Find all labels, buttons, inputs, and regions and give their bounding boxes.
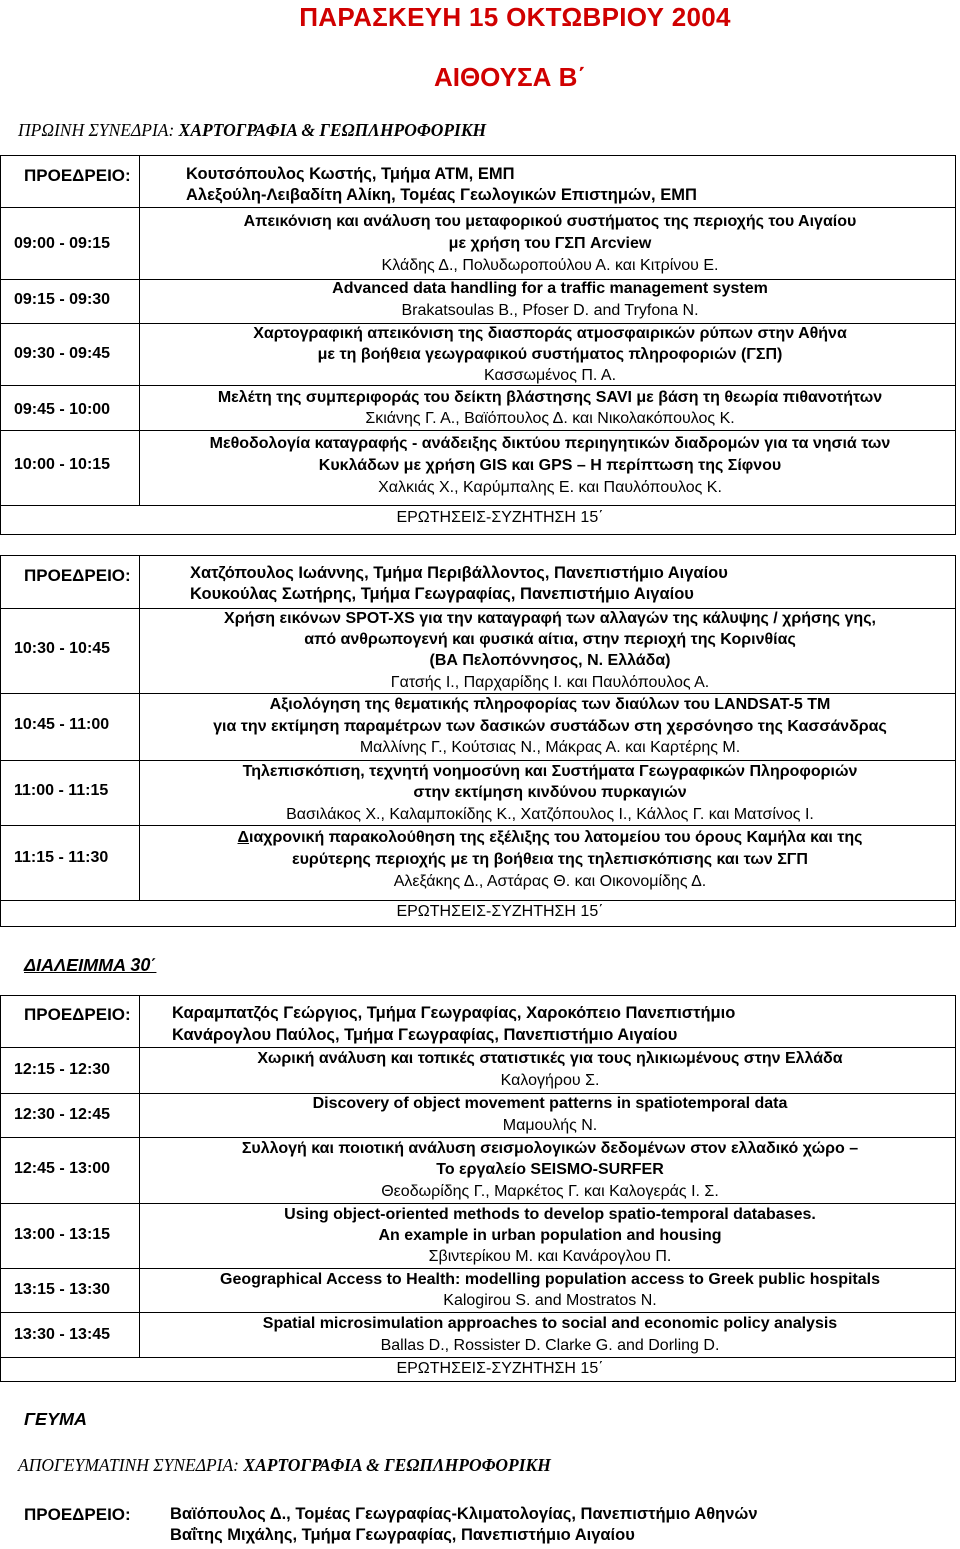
talk-time: 10:45 - 11:00 <box>14 716 110 733</box>
talk-authors: Καλογήρου Σ. <box>500 1072 600 1089</box>
row-divider <box>0 323 956 324</box>
talk-title: Μελέτη της συμπεριφοράς του δείκτη βλάστησης SAVI με βάση τη θεωρία πιθανοτήτων <box>217 389 883 406</box>
talk-title <box>140 829 960 847</box>
talk-title: Το εργαλείο SEISMO-SURFER <box>436 1161 664 1178</box>
page-date-title: ΠΑΡΑΣΚΕΥΗ 15 ΟΚΤΩΒΡΙΟΥ 2004 <box>299 2 731 32</box>
talk-title-rest: ιαχρονική παρακολούθηση της εξέλιξης του λατομείου του όρους Καμήλα και της <box>249 829 863 846</box>
talk-title: Advanced data handling for a traffic management system <box>332 280 768 297</box>
talk-time: 12:15 - 12:30 <box>14 1061 111 1078</box>
talk-time: 10:30 - 10:45 <box>14 640 111 657</box>
talk-time: 13:00 - 13:15 <box>14 1226 111 1243</box>
talk-title: ευρύτερης περιοχής με τη βοήθεια της τηλεπισκόπισης και των ΣΓΠ <box>292 851 808 868</box>
talk-title: Using object-oriented methods to develop spatio-temporal databases. <box>284 1206 816 1223</box>
talk-time: 09:30 - 09:45 <box>14 345 111 362</box>
afternoon-session-heading <box>18 1455 551 1476</box>
talk-authors: Κασσωμένος Π. Α. <box>483 367 617 384</box>
talk-title: Discovery of object movement patterns in spatiotemporal data <box>312 1095 788 1112</box>
talk-time: 11:00 - 11:15 <box>14 782 109 799</box>
talk-title: Συλλογή και ποιοτική ανάλυση σεισμολογικών δεδομένων στον ελλαδικό χώρο – <box>241 1140 859 1157</box>
talk-time: 09:00 - 09:15 <box>14 235 111 252</box>
chair-person: Κουτσόπουλος Κωστής, Τμήμα ΑΤΜ, ΕΜΠ <box>186 165 515 183</box>
chair-person: Βαΐτης Μιχάλης, Τμήμα Γεωγραφίας, Πανεπιστήμιο Αιγαίου <box>170 1526 635 1544</box>
talk-authors: Σκιάνης Γ. Α., Βαϊόπουλος Δ. και Νικολακόπουλος Κ. <box>365 410 735 427</box>
talk-title: με χρήση του ΓΣΠ Arcview <box>448 235 652 252</box>
talk-time: 12:30 - 12:45 <box>14 1106 111 1123</box>
talk-time: 11:15 - 11:30 <box>14 849 109 866</box>
talk-title: από ανθρωπογενή και φυσικά αίτια, στην περιοχή της Κορινθίας <box>304 631 796 648</box>
chair-label: ΠΡΟΕΔΡΕΙΟ: <box>24 1005 131 1024</box>
talk-title: Geographical Access to Health: modelling population access to Greek public hospitals <box>220 1271 880 1288</box>
chair-person: Καραμπατζός Γεώργιος, Τμήμα Γεωγραφίας, Χαροκόπειο Πανεπιστήμιο <box>172 1004 736 1022</box>
row-divider <box>0 505 956 506</box>
row-divider <box>0 207 139 208</box>
row-divider <box>0 760 956 761</box>
chair-label: ΠΡΟΕΔΡΕΙΟ: <box>24 1505 131 1524</box>
row-divider <box>0 900 956 901</box>
talk-time: 09:15 - 09:30 <box>14 291 111 308</box>
lunch-label: ΓΕΥΜΑ <box>24 1409 87 1429</box>
talk-authors: Θεοδωρίδης Γ., Μαρκέτος Γ. και Καλογεράς Ι. Σ. <box>381 1183 719 1200</box>
talk-time: 13:15 - 13:30 <box>14 1281 111 1298</box>
talk-title: με τη βοήθεια γεωγραφικού συστήματος πληροφοριών (ΓΣΠ) <box>317 346 783 363</box>
talk-authors: Κλάδης Δ., Πολυδωροπούλου Α. και Κιτρίνου Ε. <box>381 257 719 274</box>
talk-title: στην εκτίμηση κινδύνου πυρκαγιών <box>413 784 687 801</box>
talk-title: Χρήση εικόνων SPOT-XS για την καταγραφή των αλλαγών της κάλυψης / χρήσης γης, <box>224 610 876 627</box>
talk-title: Χωρική ανάλυση και τοπικές στατιστικές για τους ηλικιωμένους στην Ελλάδα <box>257 1050 843 1067</box>
row-divider <box>0 1357 956 1358</box>
talk-time: 12:45 - 13:00 <box>14 1160 111 1177</box>
row-divider <box>0 385 956 386</box>
row-divider <box>0 1137 956 1138</box>
discussion-label: ΕΡΩΤΗΣΕΙΣ-ΣΥΖΗΤΗΣΗ 15΄ <box>396 1360 604 1377</box>
morning-session-heading <box>18 120 486 141</box>
talk-authors: Kalogirou S. and Mostratos N. <box>443 1292 657 1309</box>
talk-time: 10:00 - 10:15 <box>14 456 111 473</box>
talk-authors: Γατσής Ι., Παρχαρίδης Ι. και Παυλόπουλος Α. <box>390 674 710 691</box>
talk-authors: Brakatsoulas B., Pfoser D. and Tryfona N. <box>401 302 699 319</box>
talk-time: 09:45 - 10:00 <box>14 401 111 418</box>
talk-time: 13:30 - 13:45 <box>14 1326 111 1343</box>
row-divider <box>0 608 956 609</box>
row-divider <box>0 1203 956 1204</box>
row-divider <box>0 1093 956 1094</box>
talk-title: Μεθοδολογία καταγραφής - ανάδειξης δικτύου περιηγητικών διαδρομών για τα νησιά των <box>209 435 891 452</box>
discussion-label: ΕΡΩΤΗΣΕΙΣ-ΣΥΖΗΤΗΣΗ 15΄ <box>396 509 604 526</box>
chair-person: Κανάρογλου Παύλος, Τμήμα Γεωγραφίας, Πανεπιστήμιο Αιγαίου <box>172 1026 678 1044</box>
row-divider <box>0 1047 956 1048</box>
row-divider <box>0 1268 956 1269</box>
talk-authors: Μαμουλής Ν. <box>502 1117 598 1134</box>
talk-authors: Αλεξάκης Δ., Αστάρας Θ. και Οικονομίδης Δ. <box>393 873 707 890</box>
session-topic: ΧΑΡΤΟΓΡΑΦΙΑ & ΓΕΩΠΛΗΡΟΦΟΡΙΚΗ <box>178 120 487 140</box>
hall-title: ΑΙΘΟΥΣΑ Β΄ <box>433 62 587 92</box>
row-divider <box>0 693 956 694</box>
row-divider <box>139 207 956 208</box>
talk-authors: Χαλκιάς Χ., Καρύμπαλης Ε. και Παυλόπουλος Κ. <box>378 479 722 496</box>
row-divider <box>0 430 956 431</box>
chair-person: Βαϊόπουλος Δ., Τομέας Γεωγραφίας-Κλιματολογίας, Πανεπιστήμιο Αθηνών <box>170 1505 758 1523</box>
discussion-label: ΕΡΩΤΗΣΕΙΣ-ΣΥΖΗΤΗΣΗ 15΄ <box>396 903 604 920</box>
talk-title: Χαρτογραφική απεικόνιση της διασποράς ατμοσφαιρικών ρύπων στην Αθήνα <box>253 325 847 342</box>
chair-label: ΠΡΟΕΔΡΕΙΟ: <box>24 566 131 585</box>
chair-person: Κουκούλας Σωτήρης, Τμήμα Γεωγραφίας, Πανεπιστήμιο Αιγαίου <box>190 585 694 603</box>
talk-title: για την εκτίμηση παραμέτρων των δασικών συστάδων στη χερσόνησο της Κασσάνδρας <box>213 718 887 735</box>
talk-title: Spatial microsimulation approaches to social and economic policy analysis <box>262 1315 838 1332</box>
talk-authors: Ballas D., Rossister D. Clarke G. and Dorling D. <box>380 1337 720 1354</box>
session-prefix: ΑΠΟΓΕΥΜΑΤΙΝΗ ΣΥΝΕΔΡΙΑ: <box>18 1455 240 1475</box>
talk-title: Κυκλάδων με χρήση GIS και GPS – Η περίπτωση της Σίφνου <box>318 457 782 474</box>
session-prefix: ΠΡΩΙΝΗ ΣΥΝΕΔΡΙΑ: <box>18 120 175 140</box>
session-box-1 <box>0 155 956 535</box>
break-text: ΔΙΑΛΕΙΜΜΑ 30΄ <box>24 955 157 975</box>
talk-title: Απεικόνιση και ανάλυση του μεταφορικού συστήματος της περιοχής του Αιγαίου <box>243 213 857 230</box>
talk-title: Τηλεπισκόπιση, τεχνητή νοημοσύνη και Συστήματα Γεωγραφικών Πληροφοριών <box>242 763 858 780</box>
talk-title: Αξιολόγηση της θεματικής πληροφορίας των διαύλων του LANDSAT-5 TM <box>269 696 831 713</box>
break-label <box>24 955 156 976</box>
talk-authors: Μαλλίνης Γ., Κούτσιας Ν., Μάκρας Α. και Καρτέρης Μ. <box>359 739 741 756</box>
talk-title: (ΒΑ Πελοπόννησος, Ν. Ελλάδα) <box>429 652 671 669</box>
chair-person: Χατζόπουλος Ιωάννης, Τμήμα Περιβάλλοντος, Πανεπιστήμιο Αιγαίου <box>190 564 728 582</box>
talk-authors: Βασιλάκος Χ., Καλαμποκίδης Κ., Χατζόπουλος Ι., Κάλλος Γ. και Ματσίνος Ι. <box>286 806 814 823</box>
chair-label: ΠΡΟΕΔΡΕΙΟ: <box>24 166 131 185</box>
talk-title: An example in urban population and housing <box>378 1227 722 1244</box>
talk-authors: Σβιντερίκου Μ. και Κανάρογλου Π. <box>428 1248 672 1265</box>
chair-person: Αλεξούλη-Λειβαδίτη Αλίκη, Τομέας Γεωλογικών Επιστημών, ΕΜΠ <box>186 186 697 204</box>
underlined-first-letter: Δ <box>237 829 250 846</box>
session-topic: ΧΑΡΤΟΓΡΑΦΙΑ & ΓΕΩΠΛΗΡΟΦΟΡΙΚΗ <box>243 1455 551 1475</box>
row-divider <box>0 1312 956 1313</box>
row-divider <box>0 825 956 826</box>
